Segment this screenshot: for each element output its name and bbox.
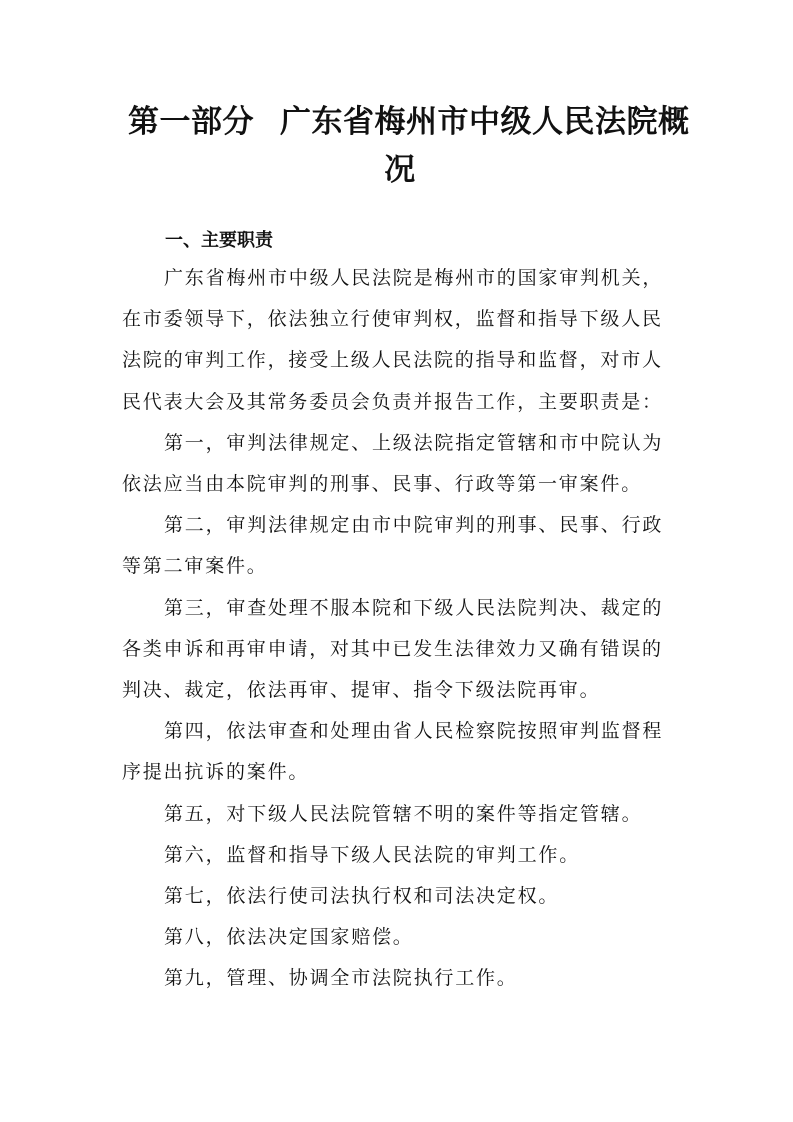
title-organization: 广东省梅州市中级人民法院概: [280, 104, 690, 140]
title-line-2: 况: [384, 152, 416, 188]
title-line-1: [120, 98, 690, 146]
paragraph-duty-4: [122, 711, 682, 793]
page-title: [120, 98, 690, 194]
text-line: 依法应当由本院审判的刑事、民事、行政等第一审案件。: [122, 473, 643, 496]
text-line: 各类申诉和再审申请，对其中已发生法律效力又确有错误的: [122, 637, 663, 660]
text-line: 民代表大会及其常务委员会负责并报告工作，主要职责是：: [122, 390, 663, 413]
text-line: 第三，审查处理不服本院和下级人民法院判决、裁定的: [164, 596, 664, 619]
text-line: 在市委领导下，依法独立行使审判权，监督和指导下级人民: [122, 308, 663, 331]
paragraph-duty-2: [122, 505, 682, 587]
paragraph-duty-9: [122, 958, 682, 999]
paragraph-duty-5: [122, 794, 682, 835]
text-line: 第一，审判法律规定、上级法院指定管辖和市中院认为: [164, 431, 664, 454]
text-line: 第七，依法行使司法执行权和司法决定权。: [164, 885, 560, 908]
text-line: 第八，依法决定国家赔偿。: [164, 926, 414, 949]
text-line: 第九，管理、协调全市法院执行工作。: [164, 967, 518, 990]
paragraph-duty-8: [122, 917, 682, 958]
paragraph-duty-7: [122, 876, 682, 917]
text-line: 判决、裁定，依法再审、提审、指令下级法院再审。: [122, 679, 601, 702]
document-body: [122, 228, 682, 1000]
paragraph-duty-6: [122, 835, 682, 876]
paragraph-duty-1: [122, 423, 682, 505]
section-heading: 一、主要职责: [165, 230, 273, 251]
text-line: 序提出抗诉的案件。: [122, 761, 310, 784]
text-line: 广东省梅州市中级人民法院是梅州市的国家审判机关，: [164, 267, 664, 289]
text-line: 第四，依法审查和处理由省人民检察院按照审判监督程: [164, 720, 664, 743]
text-line: 第二，审判法律规定由市中院审判的刑事、民事、行政: [164, 514, 664, 537]
text-line: 等第二审案件。: [122, 555, 268, 578]
paragraph-duty-3: [122, 588, 682, 712]
title-part-label: 第一部分: [128, 104, 254, 140]
text-line: 第五，对下级人民法院管辖不明的案件等指定管辖。: [164, 802, 643, 825]
text-line: 第六，监督和指导下级人民法院的审判工作。: [164, 843, 581, 866]
paragraph-intro: [122, 258, 682, 423]
text-line: 法院的审判工作，接受上级人民法院的指导和监督，对市人: [122, 349, 663, 372]
